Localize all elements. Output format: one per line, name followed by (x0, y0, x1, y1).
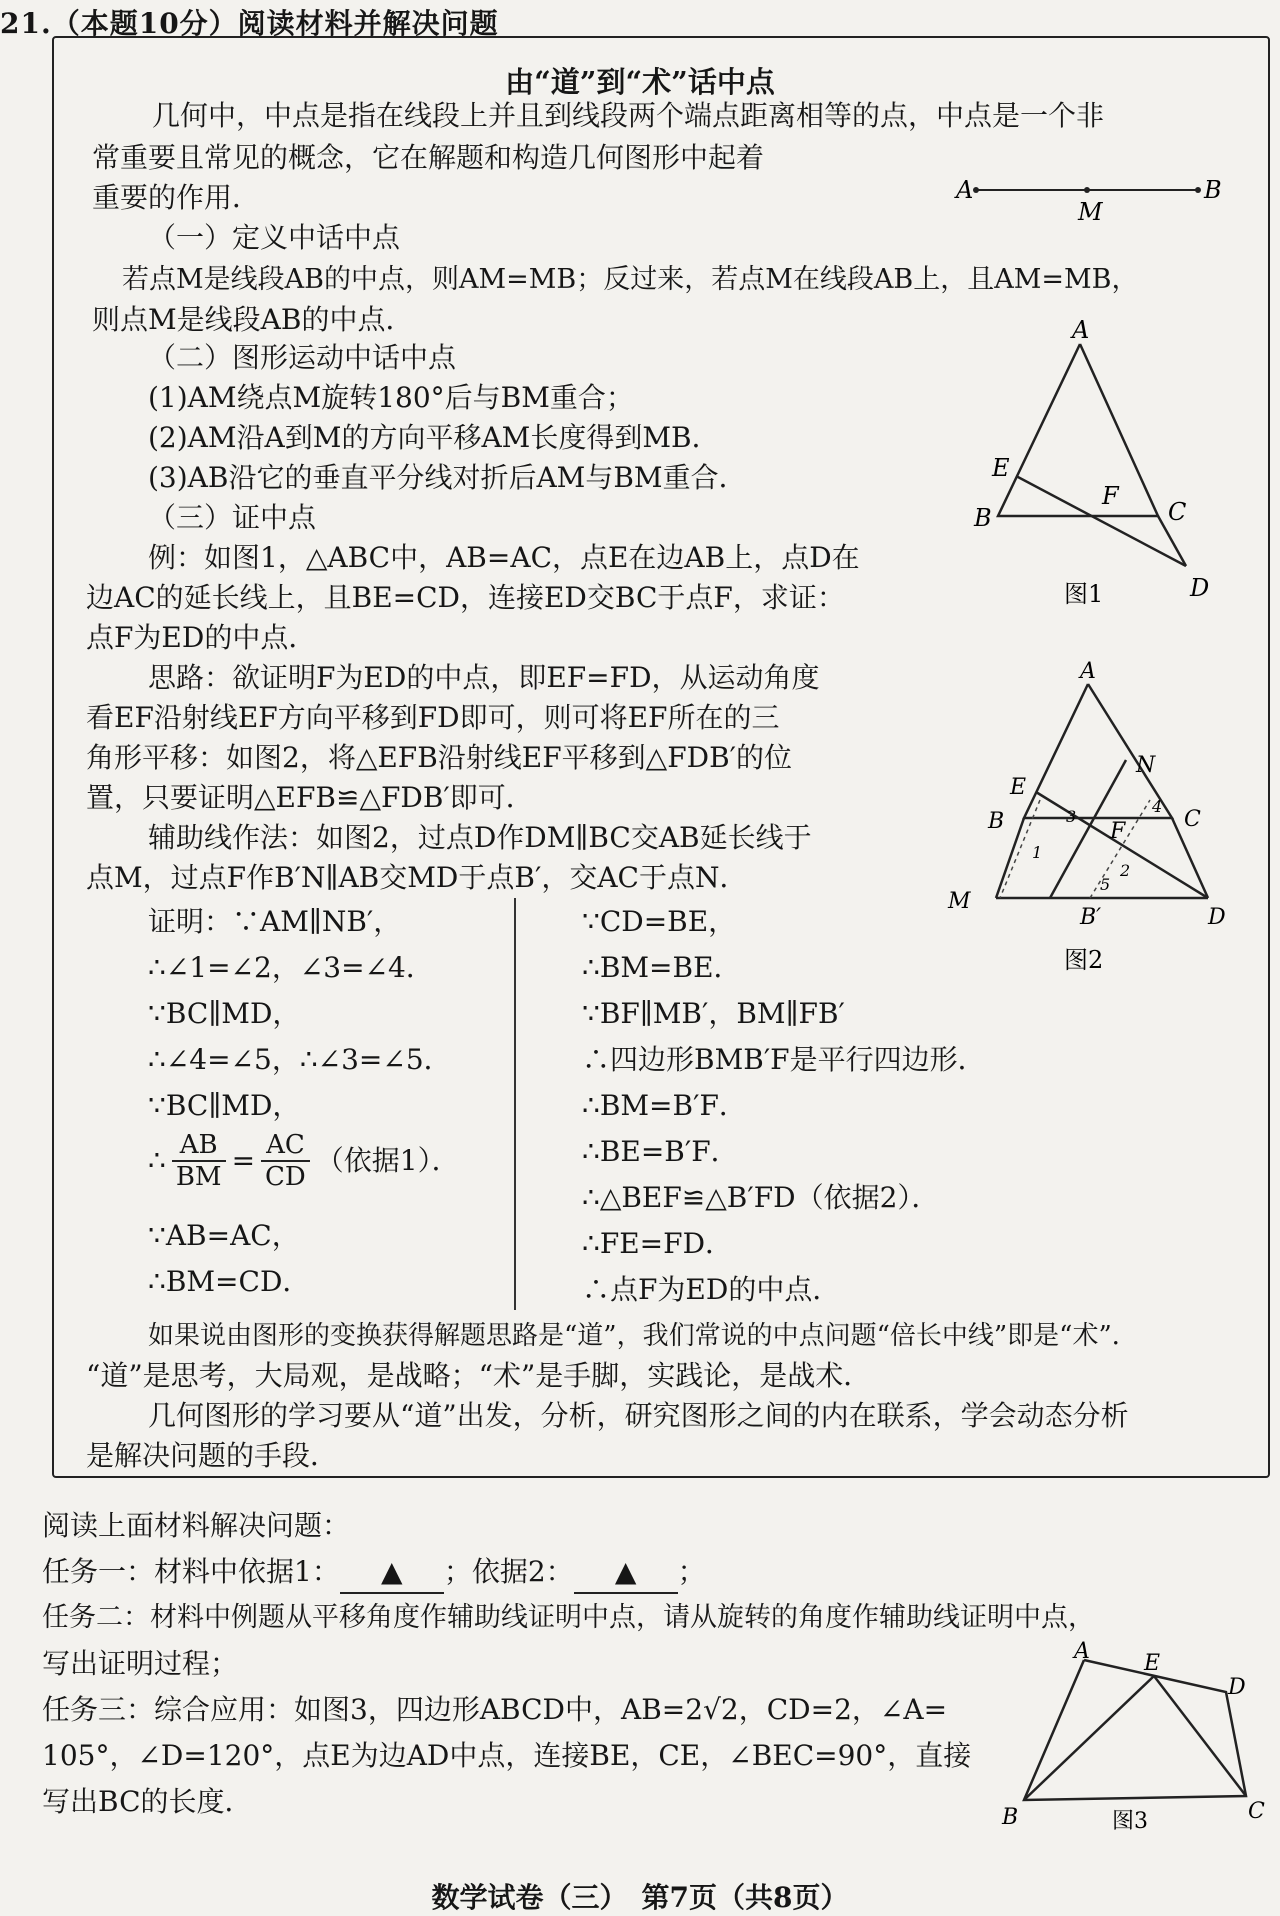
figure-1 (960, 320, 1220, 610)
intro-line-1: 几何中，中点是指在线段上并且到线段两个端点距离相等的点，中点是一个非 (152, 99, 1105, 132)
fraction-2-numerator: AC (261, 1130, 310, 1162)
idea-line-4: 置，只要证明△EFB≌△FDB′即可． (86, 781, 534, 814)
proof-left-line-4: ∴∠4=∠5，∴∠3=∠5． (148, 1043, 452, 1076)
proof-right-line-4: ∴四边形BMB′F是平行四边形． (582, 1043, 986, 1076)
proof-left-line-2: ∴∠1=∠2，∠3=∠4． (148, 951, 434, 984)
fraction-ab-bm (172, 1130, 226, 1192)
aux-line-2: 点M，过点F作B′N∥AB交MD于点B′，交AC于点N． (86, 861, 748, 894)
fig1-label-c: C (1168, 498, 1187, 526)
fig3-caption: 图3 (1112, 1809, 1148, 1834)
task-2-line-2: 写出证明过程； (42, 1647, 239, 1680)
proof-right-line-9: ∴点F为ED的中点． (582, 1273, 841, 1306)
fig2-angle-2: 2 (1120, 861, 1131, 880)
intro-line-2: 常重要且常见的概念，它在解题和构造几何图形中起着 (92, 141, 765, 174)
example-line-3: 点F为ED的中点． (86, 621, 317, 654)
idea-line-1: 思路：欲证明F为ED的中点，即EF=FD，从运动角度 (148, 661, 820, 694)
fig3-label-c: C (1248, 1799, 1265, 1824)
proof-left-line-3: ∵BC∥MD， (148, 997, 301, 1030)
fig2-label-e: E (1010, 775, 1027, 800)
basis-1-note: （依据1）． (315, 1144, 460, 1177)
figure-2 (940, 650, 1240, 980)
question-header: 21.（本题10分）阅读材料并解决问题 (0, 7, 499, 40)
proof-right-line-3: ∵BF∥MB′，BM∥FB′ (582, 997, 845, 1030)
proof-right-line-8: ∴FE=FD． (582, 1227, 734, 1260)
intro-line-3: 重要的作用． (92, 181, 261, 214)
fig1-label-d: D (1190, 574, 1210, 602)
material-title: 由“道”到“术”话中点 (505, 65, 775, 99)
fig2-label-a: A (1080, 659, 1096, 684)
fig2-label-bprime: B′ (1080, 905, 1102, 930)
section-2-title: （二）图形运动中话中点 (148, 341, 457, 374)
segment-label-m: M (1078, 198, 1103, 226)
fig2-label-f: F (1110, 819, 1126, 844)
fig3-label-b: B (1002, 1805, 1019, 1830)
figure-3 (990, 1640, 1270, 1840)
proof-fraction-row (148, 1130, 460, 1192)
fig3-label-a: A (1074, 1640, 1090, 1664)
proof-column-divider (514, 898, 516, 1310)
fig1-label-e: E (992, 454, 1010, 482)
task-3-line-1: 任务三：综合应用：如图3，四边形ABCD中，AB=2√2，CD=2，∠A= (42, 1693, 948, 1726)
fraction-2-denominator: CD (265, 1162, 306, 1192)
page-footer: 数学试卷（三） 第7页（共8页） (431, 1881, 849, 1914)
proof-left-line-8: ∴BM=CD． (148, 1265, 311, 1298)
fig1-caption: 图1 (1064, 580, 1104, 608)
example-line-2: 边AC的延长线上，且BE=CD，连接ED交BC于点F，求证： (86, 581, 845, 614)
example-line-1: 例：如图1，△ABC中，AB=AC，点E在边AB上，点D在 (148, 541, 860, 574)
fig2-caption: 图2 (1064, 946, 1104, 974)
section-2-item-1: (1)AM绕点M旋转180°后与BM重合； (148, 381, 634, 414)
idea-line-2: 看EF沿射线EF方向平移到FD即可，则可将EF所在的三 (86, 701, 780, 734)
task-1-prefix: 任务一：材料中依据1： (42, 1555, 340, 1588)
proof-left-line-5: ∵BC∥MD， (148, 1089, 301, 1122)
aux-line-1: 辅助线作法：如图2，过点D作DM∥BC交AB延长线于 (148, 821, 812, 854)
section-2-item-3: (3)AB沿它的垂直平分线对折后AM与BM重合． (148, 461, 747, 494)
task-1-blank-2[interactable]: ▲ (574, 1552, 678, 1594)
section-1-title: （一）定义中话中点 (148, 221, 401, 254)
task-3-line-2: 105°，∠D=120°，点E为边AD中点，连接BE，CE，∠BEC=90°，直接 (42, 1739, 972, 1772)
task-1-blank-1[interactable]: ▲ (340, 1552, 444, 1594)
fraction-1-denominator: BM (175, 1162, 222, 1192)
fig3-label-d: D (1228, 1675, 1246, 1700)
section-2-item-2: (2)AM沿A到M的方向平移AM长度得到MB． (148, 421, 720, 454)
proof-right-line-1: ∵CD=BE， (582, 905, 737, 938)
equals-sign: = (231, 1144, 256, 1177)
fraction-1-numerator: AB (172, 1130, 226, 1162)
therefore-symbol: ∴ (148, 1144, 166, 1177)
proof-left-line-7: ∵AB=AC， (148, 1219, 300, 1252)
task-1-suffix: ； (677, 1555, 706, 1588)
fig1-label-a: A (1072, 320, 1090, 344)
segment-label-b: B (1204, 176, 1222, 204)
conclusion-line-1: 如果说由图形的变换获得解题思路是“道”，我们常说的中点问题“倍长中线”即是“术”． (148, 1321, 1138, 1351)
fig2-angle-5: 5 (1100, 875, 1111, 894)
idea-line-3: 角形平移：如图2，将△EFB沿射线EF平移到△FDB′的位 (86, 741, 793, 774)
section-3-title: （三）证中点 (148, 501, 317, 534)
fig2-label-b: B (988, 809, 1005, 834)
conclusion-line-3: 几何图形的学习要从“道”出发，分析，研究图形之间的内在联系，学会动态分析 (148, 1399, 1129, 1432)
proof-right-line-2: ∴BM=BE． (582, 951, 742, 984)
fig2-angle-3: 3 (1066, 807, 1077, 826)
fig2-angle-4: 4 (1152, 797, 1163, 816)
section-1-line-2: 则点M是线段AB的中点． (92, 303, 414, 336)
fig2-label-n: N (1136, 753, 1156, 778)
proof-left-line-1: 证明：∵AM∥NB′， (148, 905, 402, 938)
fig2-label-m: M (948, 889, 971, 914)
segment-label-a: A (956, 176, 974, 204)
task-1-mid: ；依据2： (443, 1555, 574, 1588)
task-1 (42, 1552, 706, 1594)
section-1-line-1: 若点M是线段AB的中点，则AM=MB；反过来，若点M在线段AB上，且AM=MB， (122, 264, 1139, 295)
fig2-angle-1: 1 (1032, 843, 1043, 862)
conclusion-line-4: 是解决问题的手段． (86, 1439, 339, 1472)
fig1-label-f: F (1102, 482, 1119, 510)
conclusion-line-2: “道”是思考，大局观，是战略；“术”是手脚，实践论，是战术． (86, 1359, 872, 1392)
task-3-line-3: 写出BC的长度． (42, 1785, 253, 1818)
proof-right-line-6: ∴BE=B′F． (582, 1135, 739, 1168)
fraction-ac-cd (261, 1130, 310, 1192)
proof-right-line-5: ∴BM=B′F． (582, 1089, 747, 1122)
segment-amb-figure (950, 168, 1230, 228)
task-intro: 阅读上面材料解决问题： (42, 1509, 351, 1542)
proof-right-line-7: ∴△BEF≌△B′FD（依据2）． (582, 1181, 940, 1214)
fig1-label-b: B (974, 504, 992, 532)
fig3-label-e: E (1144, 1651, 1161, 1676)
task-2-line-1: 任务二：材料中例题从平移角度作辅助线证明中点，请从旋转的角度作辅助线证明中点， (42, 1602, 1095, 1633)
fig2-label-c: C (1184, 807, 1201, 832)
fig2-label-d: D (1208, 905, 1226, 930)
